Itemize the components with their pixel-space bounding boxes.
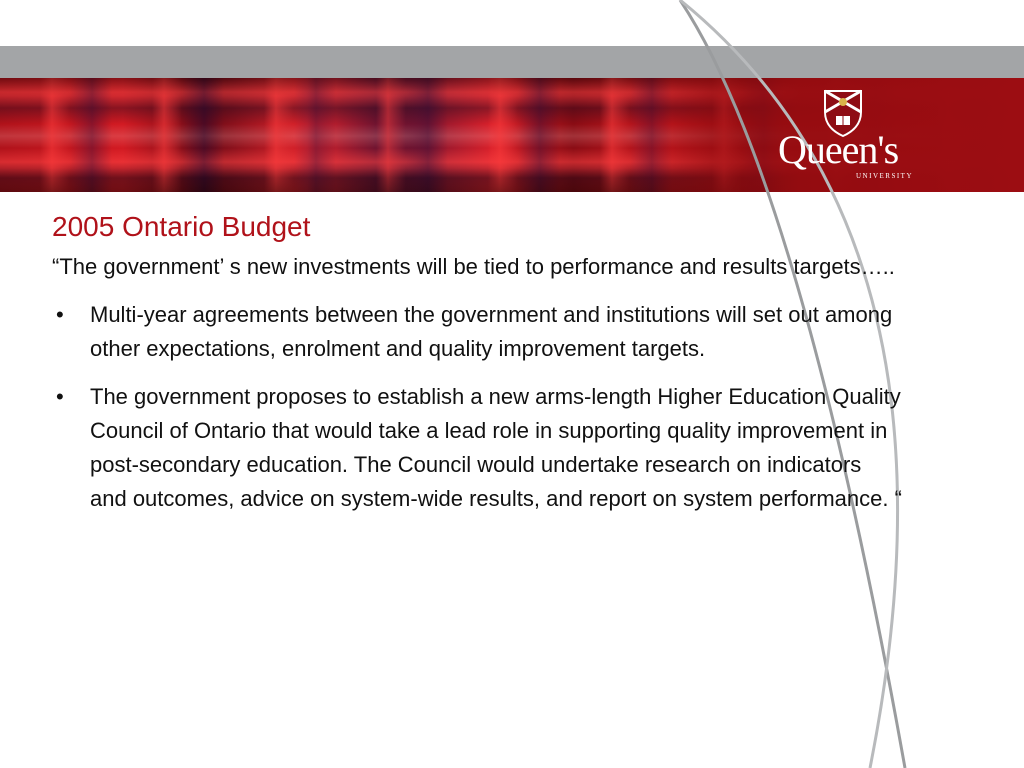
slide-body — [52, 250, 902, 530]
bullet-icon: • — [56, 384, 64, 409]
bullet-list — [52, 298, 902, 516]
slide-title: 2005 Ontario Budget — [52, 211, 311, 242]
bullet-text: The government proposes to establish a new arms-length Higher Education Quality Council of Ontario that would take a lead role in supporting quality improvement in post-secondary education. The Council would undertake research on indicators and outcomes, advice on system-wide results, and report on system performance. “ — [90, 384, 902, 511]
bullet-item-quality-council — [52, 380, 902, 516]
logo-subtitle: UNIVERSITY — [856, 172, 913, 180]
queens-university-logo — [772, 86, 917, 186]
bullet-item-agreements — [52, 298, 902, 366]
bullet-icon: • — [56, 302, 64, 327]
header-grey-band — [0, 46, 1024, 78]
intro-quote: “The government’ s new investments will be tied to performance and results targets….. — [52, 254, 895, 279]
bullet-text: Multi-year agreements between the government and institutions will set out among other expectations, enrolment and quality improvement targets. — [90, 302, 893, 361]
logo-wordmark: Queen's — [778, 127, 899, 172]
